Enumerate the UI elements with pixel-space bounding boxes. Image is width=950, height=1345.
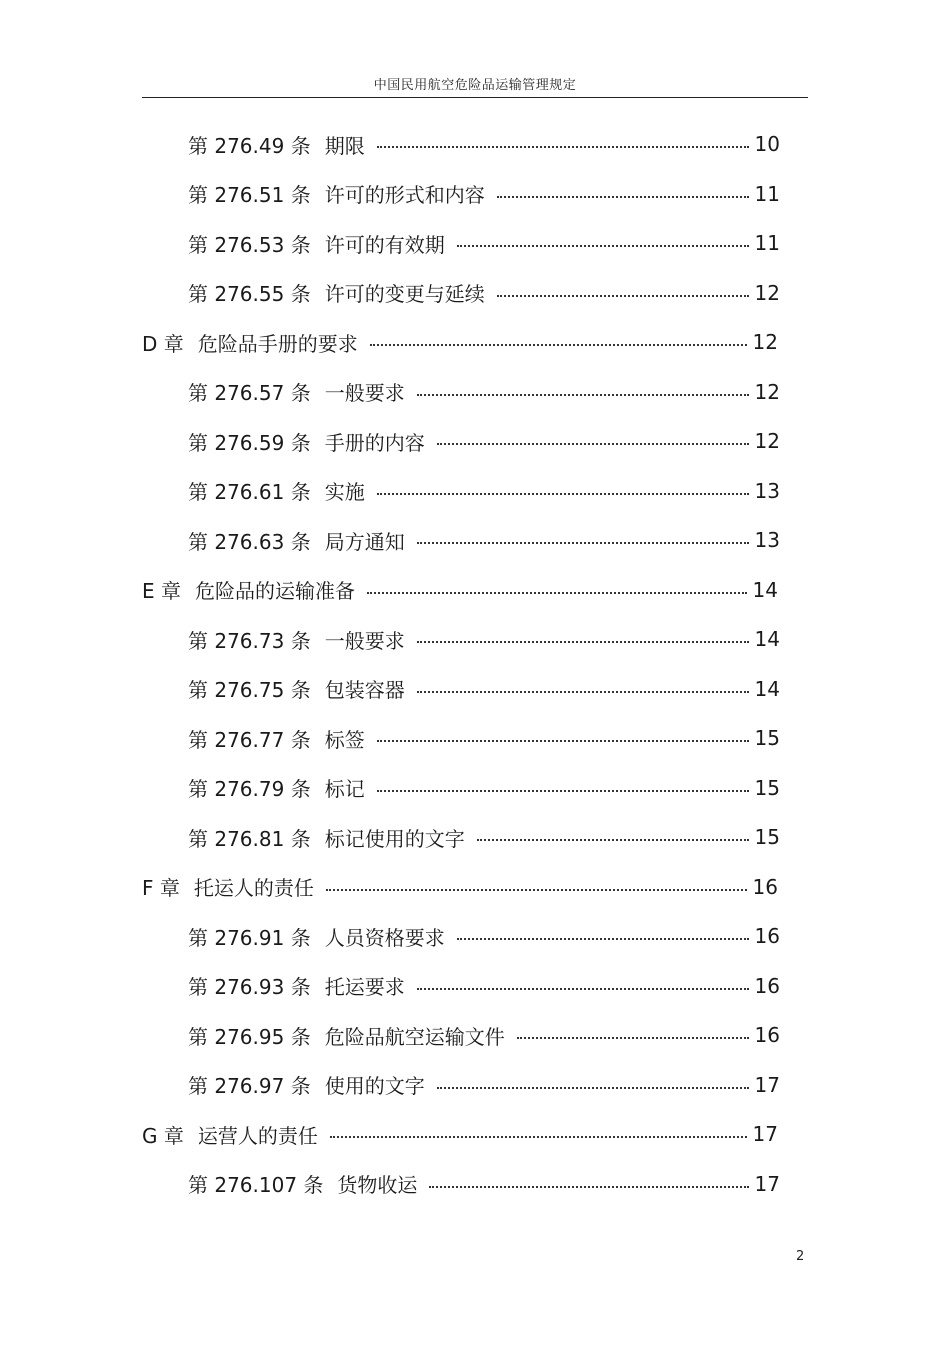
toc-entry-page: 17 [754,1072,780,1097]
toc-dot-leader [326,869,747,891]
toc-entry-number: F 章 [142,876,180,900]
toc-entry-title: 标记 [324,777,365,801]
toc-entry-title: 托运人的责任 [193,876,314,900]
toc-entry-page: 14 [752,577,778,602]
toc-entry-number: 第 276.79 条 [188,777,311,801]
toc-entry-number: 第 276.97 条 [188,1074,311,1098]
toc-dot-leader [477,819,749,841]
toc-dot-leader [377,126,749,148]
toc-entry-page: 15 [754,775,780,800]
toc-entry-page: 15 [754,825,780,849]
running-header: 中国民用航空危险品运输管理规定 [373,78,577,93]
toc-dot-leader [417,522,749,544]
toc-entry-title: 危险品手册的要求 [197,331,358,356]
toc-chapter-entry[interactable] [142,1119,778,1149]
toc-entry-page: 14 [754,627,780,651]
toc-dot-leader [497,176,749,198]
toc-entry-title: 标记使用的文字 [324,826,465,851]
toc-entry-title: 人员资格要求 [324,925,445,950]
toc-article-entry[interactable] [188,476,780,506]
toc-entry-page: 13 [754,478,780,503]
toc-entry-page: 11 [754,231,780,255]
toc-entry-page: 17 [754,1171,780,1196]
toc-article-entry[interactable] [188,377,780,407]
toc-article-entry[interactable] [188,723,780,753]
toc-entry-number: D 章 [142,331,184,356]
toc-article-entry[interactable] [188,624,780,654]
toc-entry-page: 14 [754,676,780,701]
toc-article-entry[interactable] [188,525,780,555]
toc-entry-title: 危险品的运输准备 [195,579,355,603]
toc-entry-page: 16 [752,874,778,899]
toc-entry-title: 标签 [324,727,365,752]
toc-article-entry[interactable] [188,773,780,803]
toc-entry-page: 17 [752,1122,778,1146]
toc-dot-leader [457,918,749,940]
toc-dot-leader [377,720,749,742]
toc-dot-leader [517,1017,749,1039]
toc-entry-page: 16 [754,1023,780,1047]
toc-article-entry[interactable] [188,921,780,951]
toc-article-entry[interactable] [188,822,780,852]
toc-entry-title: 期限 [324,133,365,158]
toc-chapter-entry[interactable] [142,872,778,902]
toc-article-entry[interactable] [188,1020,780,1050]
toc-dot-leader [330,1116,747,1138]
toc-entry-title: 一般要求 [324,381,405,405]
toc-entry-page: 11 [754,181,780,206]
toc-entry-title: 运营人的责任 [197,1123,318,1148]
toc-dot-leader [370,324,747,346]
toc-dot-leader [417,621,749,643]
toc-entry-page: 16 [754,924,780,948]
toc-article-entry[interactable] [188,674,780,704]
header-divider [142,97,808,98]
toc-entry-number: 第 276.77 条 [188,727,311,752]
toc-entry-number: 第 276.57 条 [188,381,311,405]
toc-entry-page: 12 [754,379,780,404]
toc-entry-number: 第 276.75 条 [188,678,311,702]
toc-article-entry[interactable] [188,426,780,456]
toc-chapter-entry[interactable] [142,575,778,605]
toc-entry-number: 第 276.55 条 [188,282,311,306]
toc-entry-number: 第 276.51 条 [188,183,311,207]
toc-entry-number: 第 276.61 条 [188,480,311,504]
toc-entry-number: 第 276.81 条 [188,826,311,851]
toc-dot-leader [497,275,749,297]
toc-entry-number: 第 276.73 条 [188,628,311,653]
toc-dot-leader [437,423,749,445]
toc-dot-leader [377,770,749,792]
toc-entry-number: G 章 [142,1123,184,1148]
toc-entry-title: 包装容器 [324,678,405,702]
toc-dot-leader [429,1166,748,1188]
toc-entry-number: E 章 [142,579,181,603]
toc-dot-leader [377,473,749,495]
toc-dot-leader [417,671,749,693]
toc-entry-title: 实施 [324,480,365,504]
toc-article-entry[interactable] [188,179,780,209]
toc-dot-leader [417,968,749,990]
toc-entry-title: 一般要求 [324,628,405,653]
toc-entry-title: 危险品航空运输文件 [324,1024,505,1049]
toc-chapter-entry[interactable] [142,327,778,357]
toc-entry-page: 13 [754,528,780,552]
toc-dot-leader [367,572,747,594]
toc-entry-title: 局方通知 [324,529,405,554]
toc-article-entry[interactable] [188,129,780,159]
toc-entry-title: 托运要求 [324,975,405,999]
toc-entry-number: 第 276.49 条 [188,133,311,158]
toc-article-entry[interactable] [188,228,780,258]
toc-entry-title: 许可的形式和内容 [324,183,485,207]
toc-entry-title: 使用的文字 [324,1074,425,1098]
toc-dot-leader [417,374,749,396]
toc-entry-number: 第 276.93 条 [188,975,311,999]
toc-entry-number: 第 276.59 条 [188,430,311,455]
toc-article-entry[interactable] [188,1169,780,1199]
toc-entry-page: 16 [754,973,780,998]
toc-entry-page: 15 [754,726,780,750]
toc-article-entry[interactable] [188,1070,780,1100]
toc-dot-leader [437,1067,749,1089]
page-number: 2 [796,1249,805,1264]
toc-article-entry[interactable] [188,278,780,308]
toc-entry-page: 10 [754,132,780,156]
toc-entry-number: 第 276.107 条 [188,1173,324,1197]
toc-entry-title: 许可的有效期 [324,232,445,257]
toc-entry-title: 手册的内容 [324,430,425,455]
toc-entry-number: 第 276.53 条 [188,232,311,257]
toc-entry-page: 12 [754,429,780,453]
toc-entry-page: 12 [754,280,780,305]
toc-dot-leader [457,225,749,247]
toc-entry-number: 第 276.95 条 [188,1024,311,1049]
toc-entry-number: 第 276.91 条 [188,925,311,950]
toc-entry-number: 第 276.63 条 [188,529,311,554]
toc-article-entry[interactable] [188,971,780,1001]
toc-entry-title: 许可的变更与延续 [324,282,485,306]
toc-entry-page: 12 [752,330,778,354]
toc-entry-title: 货物收运 [337,1173,418,1197]
